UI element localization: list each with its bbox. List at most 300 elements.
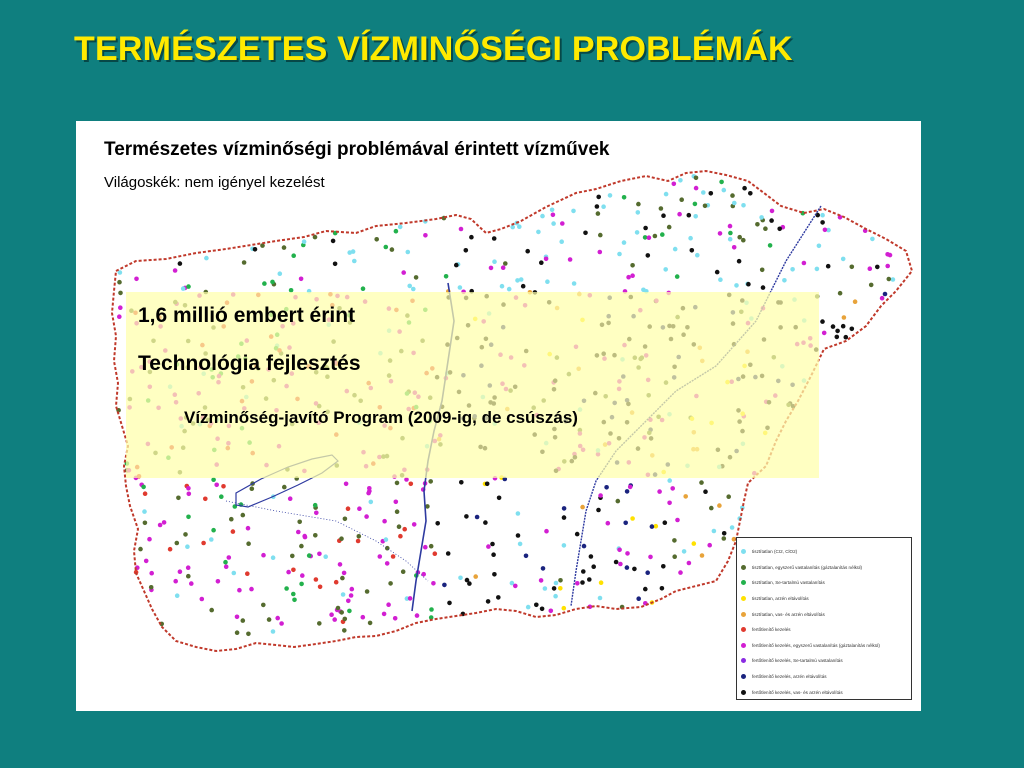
waterworks-dot: [138, 547, 143, 552]
waterworks-dot: [700, 553, 705, 558]
waterworks-dot: [643, 587, 648, 592]
waterworks-dot: [458, 285, 463, 290]
waterworks-dot: [595, 204, 600, 209]
waterworks-dot: [229, 517, 234, 522]
waterworks-dot: [382, 612, 387, 617]
waterworks-dot: [575, 532, 580, 537]
waterworks-dot: [134, 277, 139, 282]
waterworks-dot: [617, 548, 622, 553]
waterworks-dot: [374, 237, 379, 242]
waterworks-dot: [693, 214, 698, 219]
waterworks-dot: [323, 554, 328, 559]
waterworks-dot: [694, 186, 699, 191]
waterworks-dot: [378, 554, 383, 559]
waterworks-dot: [675, 518, 680, 523]
waterworks-dot: [242, 260, 247, 265]
waterworks-dot: [401, 270, 406, 275]
waterworks-dot: [278, 271, 283, 276]
waterworks-dot: [444, 274, 449, 279]
waterworks-dot: [384, 537, 389, 542]
waterworks-dot: [118, 291, 123, 296]
waterworks-dot: [554, 581, 559, 586]
waterworks-dot: [349, 593, 354, 598]
waterworks-dot: [492, 236, 497, 241]
waterworks-dot: [636, 596, 641, 601]
waterworks-dot: [661, 213, 666, 218]
waterworks-dot: [759, 215, 764, 220]
waterworks-dot: [581, 569, 586, 574]
waterworks-dot: [618, 562, 623, 567]
waterworks-dot: [227, 555, 232, 560]
waterworks-dot: [596, 195, 601, 200]
waterworks-dot: [820, 319, 825, 324]
waterworks-dot: [181, 286, 186, 291]
waterworks-dot: [677, 212, 682, 217]
waterworks-dot: [737, 259, 742, 264]
waterworks-dot: [707, 543, 712, 548]
waterworks-dot: [178, 261, 183, 266]
waterworks-dot: [551, 213, 556, 218]
waterworks-dot: [510, 225, 515, 230]
waterworks-dot: [497, 496, 502, 501]
waterworks-dot: [211, 477, 216, 482]
waterworks-dot: [408, 596, 413, 601]
waterworks-dot: [303, 535, 308, 540]
waterworks-dot: [853, 299, 858, 304]
waterworks-dot: [369, 500, 374, 505]
legend-color-dot: [741, 580, 746, 585]
waterworks-dot: [223, 560, 228, 565]
waterworks-dot: [342, 628, 347, 633]
waterworks-dot: [831, 324, 836, 329]
waterworks-dot: [730, 525, 735, 530]
waterworks-dot: [842, 315, 847, 320]
waterworks-dot: [790, 267, 795, 272]
waterworks-dot: [201, 541, 206, 546]
waterworks-dot: [282, 485, 287, 490]
waterworks-dot: [189, 581, 194, 586]
waterworks-dot: [183, 532, 188, 537]
waterworks-dot: [667, 478, 672, 483]
waterworks-dot: [703, 489, 708, 494]
waterworks-dot: [149, 571, 154, 576]
waterworks-dot: [173, 268, 178, 273]
waterworks-dot: [645, 570, 650, 575]
waterworks-dot: [869, 283, 874, 288]
waterworks-dot: [650, 524, 655, 529]
waterworks-dot: [539, 578, 544, 583]
map-panel: [76, 121, 921, 711]
waterworks-dot: [246, 632, 251, 637]
waterworks-dot: [663, 520, 668, 525]
waterworks-dot: [433, 551, 438, 556]
waterworks-dot: [572, 281, 577, 286]
waterworks-dot: [458, 576, 463, 581]
waterworks-dot: [663, 267, 668, 272]
waterworks-dot: [553, 594, 558, 599]
waterworks-dot: [351, 249, 356, 254]
waterworks-dot: [664, 192, 669, 197]
waterworks-dot: [660, 232, 665, 237]
waterworks-dot: [200, 597, 205, 602]
waterworks-dot: [235, 615, 240, 620]
waterworks-dot: [617, 252, 622, 257]
waterworks-dot: [583, 231, 588, 236]
legend-label: tisztítatlan, arzén eltávolítás: [752, 596, 809, 602]
waterworks-dot: [299, 544, 304, 549]
waterworks-dot: [699, 480, 704, 485]
waterworks-dot: [292, 598, 297, 603]
waterworks-dot: [489, 266, 494, 271]
waterworks-dot: [777, 227, 782, 232]
waterworks-dot: [551, 221, 556, 226]
waterworks-dot: [516, 511, 521, 516]
waterworks-dot: [601, 204, 606, 209]
waterworks-dot: [302, 239, 307, 244]
waterworks-dot: [608, 193, 613, 198]
waterworks-dot: [339, 610, 344, 615]
waterworks-dot: [279, 621, 284, 626]
waterworks-dot: [423, 233, 428, 238]
waterworks-dot: [880, 296, 885, 301]
waterworks-dot: [431, 581, 436, 586]
waterworks-dot: [261, 553, 266, 558]
waterworks-dot: [186, 574, 191, 579]
waterworks-dot: [636, 202, 641, 207]
waterworks-dot: [203, 497, 208, 502]
waterworks-dot: [868, 266, 873, 271]
waterworks-dot: [187, 492, 192, 497]
waterworks-dot: [625, 489, 630, 494]
waterworks-dot: [209, 608, 214, 613]
waterworks-dot: [186, 486, 191, 491]
waterworks-dot: [402, 527, 407, 532]
waterworks-dot: [219, 494, 224, 499]
waterworks-dot: [626, 275, 631, 280]
waterworks-dot: [486, 544, 491, 549]
waterworks-dot: [718, 277, 723, 282]
waterworks-dot: [667, 225, 672, 230]
waterworks-dot: [591, 564, 596, 569]
waterworks-dot: [352, 259, 357, 264]
waterworks-dot: [654, 524, 659, 529]
waterworks-dot: [382, 519, 387, 524]
waterworks-dot: [549, 609, 554, 614]
waterworks-dot: [672, 182, 677, 187]
waterworks-dot: [350, 587, 355, 592]
waterworks-dot: [712, 529, 717, 534]
waterworks-dot: [147, 537, 152, 542]
waterworks-dot: [464, 248, 469, 253]
waterworks-dot: [732, 245, 737, 250]
waterworks-dot: [625, 551, 630, 556]
waterworks-dot: [687, 561, 692, 566]
waterworks-dot: [885, 264, 890, 269]
waterworks-dot: [580, 505, 585, 510]
waterworks-dot: [687, 213, 692, 218]
waterworks-dot: [475, 515, 480, 520]
waterworks-dot: [467, 581, 472, 586]
waterworks-dot: [459, 227, 464, 232]
waterworks-dot: [748, 191, 753, 196]
waterworks-dot: [598, 493, 603, 498]
waterworks-dot: [162, 520, 167, 525]
waterworks-dot: [241, 618, 246, 623]
waterworks-dot: [296, 530, 301, 535]
waterworks-dot: [245, 571, 250, 576]
waterworks-dot: [501, 265, 506, 270]
waterworks-dot: [822, 331, 827, 336]
waterworks-dot: [682, 549, 687, 554]
waterworks-dot: [346, 599, 351, 604]
waterworks-dot: [357, 534, 362, 539]
waterworks-dot: [675, 274, 680, 279]
waterworks-dot: [185, 544, 190, 549]
legend-item: [741, 591, 907, 607]
waterworks-dot: [562, 606, 567, 611]
waterworks-dot: [412, 522, 417, 527]
waterworks-dot: [409, 482, 414, 487]
legend-color-dot: [741, 596, 746, 601]
legend-label: fertőtlenítő kezelés: [752, 627, 791, 633]
waterworks-dot: [473, 574, 478, 579]
waterworks-dot: [262, 281, 267, 286]
waterworks-dot: [394, 229, 399, 234]
waterworks-dot: [300, 573, 305, 578]
waterworks-dot: [560, 221, 565, 226]
waterworks-dot: [891, 277, 896, 282]
waterworks-dot: [415, 613, 420, 618]
waterworks-dot: [820, 213, 825, 218]
waterworks-dot: [288, 496, 293, 501]
waterworks-dot: [580, 580, 585, 585]
waterworks-dot: [722, 531, 727, 536]
waterworks-dot: [384, 245, 389, 250]
waterworks-dot: [385, 561, 390, 566]
waterworks-dot: [623, 521, 628, 526]
legend-item: [741, 544, 907, 560]
waterworks-dot: [562, 515, 567, 520]
waterworks-dot: [275, 616, 280, 621]
waterworks-dot: [657, 489, 662, 494]
waterworks-dot: [406, 250, 411, 255]
waterworks-dot: [734, 283, 739, 288]
waterworks-dot: [726, 494, 731, 499]
waterworks-dot: [606, 521, 611, 526]
affected-population-text: 1,6 millió embert érint: [138, 304, 356, 327]
waterworks-dot: [763, 226, 768, 231]
waterworks-dot: [728, 231, 733, 236]
waterworks-dot: [344, 482, 349, 487]
waterworks-dot: [423, 545, 428, 550]
waterworks-dot: [562, 506, 567, 511]
waterworks-dot: [722, 536, 727, 541]
waterworks-dot: [742, 186, 747, 191]
waterworks-dot: [340, 576, 345, 581]
waterworks-dot: [667, 501, 672, 506]
waterworks-dot: [290, 554, 295, 559]
waterworks-dot: [397, 524, 402, 529]
waterworks-dot: [722, 188, 727, 193]
waterworks-dot: [361, 286, 366, 291]
waterworks-dot: [692, 541, 697, 546]
waterworks-dot: [429, 544, 434, 549]
waterworks-dot: [622, 195, 627, 200]
waterworks-dot: [270, 280, 275, 285]
legend-item: [741, 669, 907, 685]
waterworks-dot: [394, 500, 399, 505]
waterworks-dot: [643, 226, 648, 231]
waterworks-dot: [249, 587, 254, 592]
waterworks-dot: [558, 578, 563, 583]
waterworks-dot: [870, 237, 875, 242]
waterworks-dot: [393, 616, 398, 621]
waterworks-dot: [291, 568, 296, 573]
waterworks-dot: [755, 222, 760, 227]
legend-item: [741, 684, 907, 700]
waterworks-dot: [883, 292, 888, 297]
waterworks-dot: [307, 553, 312, 558]
waterworks-dot: [715, 270, 720, 275]
legend-label: fertőtlenítő kezelés, vas- és arzén eltávolítás: [752, 689, 843, 695]
water-quality-program-text: Vízminőség-javító Program (2009-ig, de csúszás): [184, 408, 578, 427]
waterworks-dot: [391, 554, 396, 559]
waterworks-dot: [636, 210, 641, 215]
waterworks-dot: [221, 484, 226, 489]
waterworks-dot: [690, 248, 695, 253]
slide-title: TERMÉSZETES VÍZMINŐSÉGI PROBLÉMÁK: [74, 30, 793, 68]
waterworks-dot: [143, 521, 148, 526]
waterworks-dot: [695, 253, 700, 258]
waterworks-dot: [596, 211, 601, 216]
waterworks-dot: [887, 277, 892, 282]
waterworks-dot: [719, 180, 724, 185]
waterworks-dot: [659, 206, 664, 211]
waterworks-dot: [660, 586, 665, 591]
waterworks-dot: [117, 280, 122, 285]
waterworks-dot: [835, 335, 840, 340]
waterworks-dot: [820, 220, 825, 225]
waterworks-dot: [683, 494, 688, 499]
waterworks-dot: [216, 579, 221, 584]
waterworks-dot: [485, 482, 490, 487]
waterworks-dot: [435, 521, 440, 526]
waterworks-dot: [673, 247, 678, 252]
waterworks-dot: [282, 245, 287, 250]
waterworks-dot: [343, 517, 348, 522]
waterworks-dot: [672, 554, 677, 559]
waterworks-dot: [503, 261, 508, 266]
waterworks-dot: [385, 546, 390, 551]
waterworks-dot: [526, 605, 531, 610]
legend-color-dot: [741, 549, 746, 554]
waterworks-dot: [709, 506, 714, 511]
waterworks-dot: [428, 479, 433, 484]
waterworks-dot: [356, 539, 361, 544]
waterworks-dot: [144, 559, 149, 564]
waterworks-dot: [653, 234, 658, 239]
waterworks-dot: [701, 190, 706, 195]
waterworks-dot: [541, 566, 546, 571]
waterworks-dot: [730, 193, 735, 198]
waterworks-dot: [149, 585, 154, 590]
waterworks-dot: [447, 601, 452, 606]
waterworks-dot: [173, 579, 178, 584]
waterworks-dot: [679, 197, 684, 202]
waterworks-dot: [741, 238, 746, 243]
waterworks-dot: [646, 253, 651, 258]
waterworks-dot: [231, 529, 236, 534]
waterworks-dot: [598, 596, 603, 601]
waterworks-dot: [552, 586, 557, 591]
legend-color-dot: [741, 565, 746, 570]
waterworks-dot: [317, 552, 322, 557]
legend-item: [741, 622, 907, 638]
waterworks-dot: [142, 509, 147, 514]
waterworks-dot: [630, 516, 635, 521]
waterworks-dot: [709, 191, 714, 196]
waterworks-dot: [841, 324, 846, 329]
waterworks-dot: [224, 564, 229, 569]
waterworks-dot: [454, 263, 459, 268]
waterworks-dot: [267, 617, 272, 622]
waterworks-dot: [694, 176, 699, 181]
waterworks-dot: [630, 273, 635, 278]
waterworks-dot: [186, 565, 191, 570]
waterworks-dot: [429, 607, 434, 612]
technology-development-text: Technológia fejlesztés: [138, 352, 361, 375]
waterworks-dot: [357, 506, 362, 511]
info-overlay: [126, 292, 819, 478]
waterworks-dot: [568, 257, 573, 262]
waterworks-dot: [368, 621, 373, 626]
map-title: Természetes vízminőségi problémával érintett vízművek: [104, 139, 610, 160]
legend-color-dot: [741, 627, 746, 632]
waterworks-dot: [559, 239, 564, 244]
waterworks-dot: [540, 607, 545, 612]
waterworks-dot: [525, 249, 530, 254]
waterworks-dot: [168, 547, 173, 552]
waterworks-dot: [571, 209, 576, 214]
waterworks-dot: [338, 562, 343, 567]
waterworks-dot: [253, 247, 258, 252]
waterworks-dot: [299, 582, 304, 587]
waterworks-dot: [718, 231, 723, 236]
waterworks-dot: [318, 585, 323, 590]
waterworks-dot: [770, 209, 775, 214]
waterworks-dot: [628, 485, 633, 490]
waterworks-dot: [517, 224, 522, 229]
waterworks-dot: [332, 617, 337, 622]
waterworks-dot: [630, 263, 635, 268]
legend-item: [741, 606, 907, 622]
waterworks-dot: [411, 287, 416, 292]
legend-label: tisztítatlan, Se-tartalmú vastalanítás: [752, 580, 825, 586]
waterworks-dot: [186, 515, 191, 520]
legend-color-dot: [741, 690, 746, 695]
waterworks-dot: [331, 239, 336, 244]
waterworks-dot: [850, 327, 855, 332]
waterworks-dot: [728, 224, 733, 229]
waterworks-dot: [536, 230, 541, 235]
waterworks-dot: [401, 569, 406, 574]
waterworks-dot: [241, 513, 246, 518]
waterworks-dot: [118, 305, 123, 310]
legend-color-dot: [741, 612, 746, 617]
waterworks-dot: [388, 581, 393, 586]
waterworks-dot: [286, 570, 291, 575]
waterworks-dot: [648, 555, 653, 560]
